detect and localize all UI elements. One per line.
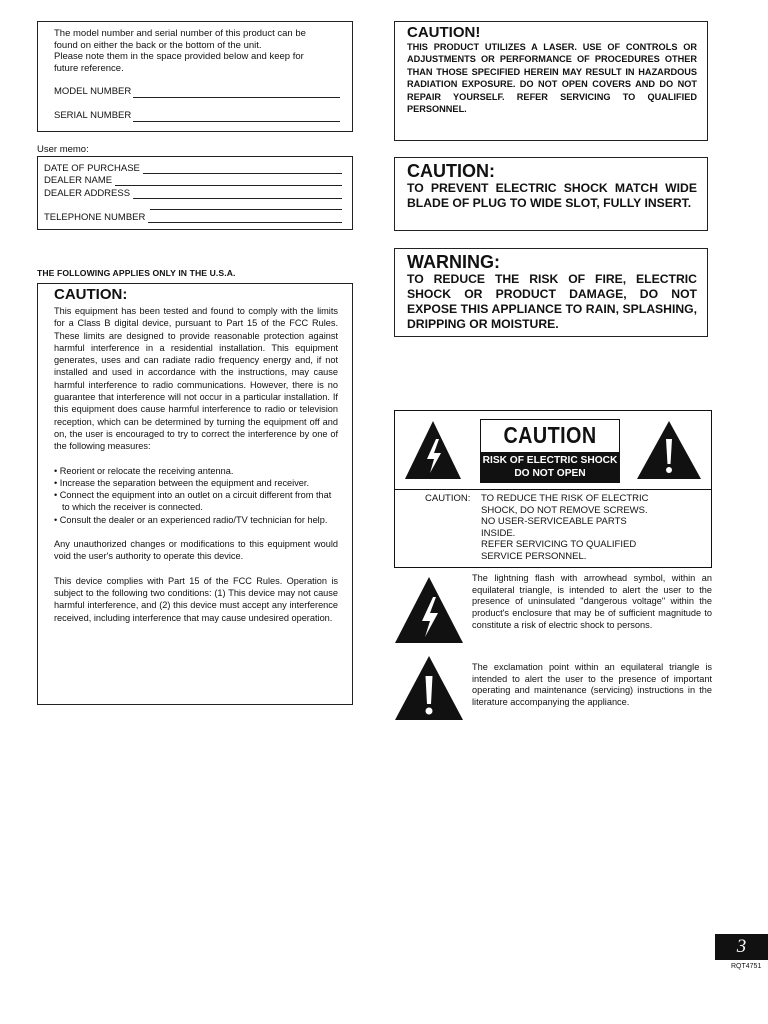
caution-label-top: [395, 411, 711, 490]
laser-caution-title: CAUTION!: [407, 24, 481, 41]
caution-label-line: SHOCK, DO NOT REMOVE SCREWS.: [481, 504, 648, 516]
caution-plate-band: [481, 452, 619, 482]
dealer-address-label: DEALER ADDRESS: [44, 187, 131, 199]
exclamation-triangle-icon: [635, 419, 703, 481]
caution-label: [394, 410, 712, 568]
caution-label-key: CAUTION:: [425, 493, 471, 504]
telephone-number-label: TELEPHONE NUMBER: [44, 212, 146, 223]
shock-caution-box: [394, 157, 708, 231]
date-of-purchase-label: DATE OF PURCHASE: [44, 162, 140, 174]
fcc-caution-box: [37, 283, 353, 705]
caution-plate-line: RISK OF ELECTRIC SHOCK: [482, 455, 618, 466]
caution-label-text: [425, 493, 691, 563]
fcc-caution-title: CAUTION:: [54, 286, 128, 303]
dealer-address-field[interactable]: [133, 190, 342, 199]
list-item: • Increase the separation between the equipment and receiver.: [54, 477, 310, 488]
list-item: • Reorient or relocate the receiving antenna.: [54, 465, 234, 476]
caution-plate-line: DO NOT OPEN: [514, 468, 586, 479]
memo-row: [44, 161, 342, 174]
model-note-line: future reference.: [54, 62, 124, 74]
list-item: • Consult the dealer or an experienced radio/TV technician for help.: [54, 514, 328, 525]
caution-plate: [480, 419, 620, 483]
document-code: RQT4751: [731, 963, 762, 970]
model-note-line: Please note them in the space provided below and keep for: [54, 51, 304, 63]
serial-number-field[interactable]: [133, 113, 340, 122]
warning-text: TO REDUCE THE RISK OF FIRE, ELECTRIC SHOCK OR PRODUCT DAMAGE, DO NOT EXPOSE THIS APPLIANCE TO RAIN, SPLASHING, DRIPPING OR MOISTURE.: [407, 272, 697, 331]
lightning-triangle-icon: [393, 575, 465, 645]
dealer-name-label: DEALER NAME: [44, 175, 113, 186]
laser-caution-box: [394, 21, 708, 141]
caution-label-line: TO REDUCE THE RISK OF ELECTRIC: [481, 493, 649, 504]
fcc-paragraph: Any unauthorized changes or modifications to this equipment would void the user's authority to operate this device.: [54, 539, 338, 562]
exclamation-symbol-text: The exclamation point within an equilateral triangle is intended to alert the user to the presence of important operating and maintenance (servicing) instructions in the literature accompanying the appliance.: [472, 662, 712, 708]
date-of-purchase-field[interactable]: [143, 165, 342, 174]
caution-label-line: SERVICE PERSONNEL.: [481, 550, 587, 562]
memo-row: [44, 186, 342, 199]
model-note-line: The model number and serial number of this product can be: [54, 28, 306, 39]
serial-number-row: [54, 110, 340, 122]
caution-label-line: NO USER-SERVICEABLE PARTS: [481, 516, 627, 528]
model-serial-box: [37, 21, 353, 132]
model-number-label: MODEL NUMBER: [54, 86, 132, 98]
laser-caution-text: THIS PRODUCT UTILIZES A LASER. USE OF CONTROLS OR ADJUSTMENTS OR PERFORMANCE OF PROCEDURES OTHER THAN THOSE SPECIFIED HEREIN MAY RESULT IN HAZARDOUS RADIATION EXPOSURE. DO NOT OPEN COVERS AND DO NOT REPAIR YOURSELF. REFER SERVICING TO QUALIFIED PERSONNEL.: [407, 42, 697, 115]
telephone-number-field[interactable]: [148, 214, 342, 223]
caution-label-line: REFER SERVICING TO QUALIFIED: [481, 539, 637, 551]
shock-caution-text: TO PREVENT ELECTRIC SHOCK MATCH WIDE BLADE OF PLUG TO WIDE SLOT, FULLY INSERT.: [407, 181, 697, 210]
warning-box: [394, 248, 708, 337]
fcc-measures-list: [54, 465, 338, 526]
lightning-symbol-text: The lightning flash with arrowhead symbol, within an equilateral triangle, is intended to alert the user to the presence of uninsulated "dangerous voltage" within the product's enclosure that may be of sufficient magnitude to constitute a risk of electric shock to persons.: [472, 573, 712, 630]
user-memo-title: User memo:: [37, 144, 89, 155]
dealer-name-field[interactable]: [115, 177, 342, 186]
model-number-row: [54, 86, 340, 98]
warning-title: WARNING:: [407, 252, 500, 272]
caution-label-lines: [481, 493, 691, 563]
list-item: • Connect the equipment into an outlet on a circuit different from that to which the receiver is connected.: [54, 490, 332, 513]
shock-caution-title: CAUTION:: [407, 161, 495, 181]
memo-row: [44, 211, 342, 224]
model-note-line: found on either the back or the bottom of the unit.: [54, 39, 262, 51]
page-number: 3: [715, 934, 768, 960]
memo-row: [44, 174, 342, 187]
exclamation-triangle-icon: [393, 654, 465, 722]
user-memo-box: [37, 156, 353, 230]
serial-number-label: SERIAL NUMBER: [54, 109, 132, 121]
usa-only-heading: THE FOLLOWING APPLIES ONLY IN THE U.S.A.: [37, 268, 236, 278]
caution-plate-title: CAUTION: [503, 422, 597, 448]
lightning-triangle-icon: [403, 419, 463, 481]
caution-label-line: INSIDE.: [481, 527, 516, 539]
dealer-address-field-extra[interactable]: [150, 199, 342, 210]
model-number-field[interactable]: [133, 89, 340, 98]
fcc-paragraph: This equipment has been tested and found to comply with the limits for a Class B digital device, pursuant to Part 15 of the FCC Rules. These limits are designed to provide reasonable protection against harmful interference in a residential installation. This equipment generates, uses and can radiate radio frequency energy and, if not installed and used in accordance with the instructions, may cause harmful interference to radio communications. However, there is no guarantee that interference will not occur in a particular installation. If this equipment does cause harmful interference to radio or television reception, which can be determined by turning the equipment off and on, the user is encouraged to try to correct the interference by one of the following measures:: [54, 306, 338, 452]
fcc-paragraph: This device complies with Part 15 of the FCC Rules. Operation is subject to the following two conditions: (1) This device may not cause harmful interference, and (2) this device must accept any interference received, including interference that may cause undesired operation.: [54, 575, 338, 623]
